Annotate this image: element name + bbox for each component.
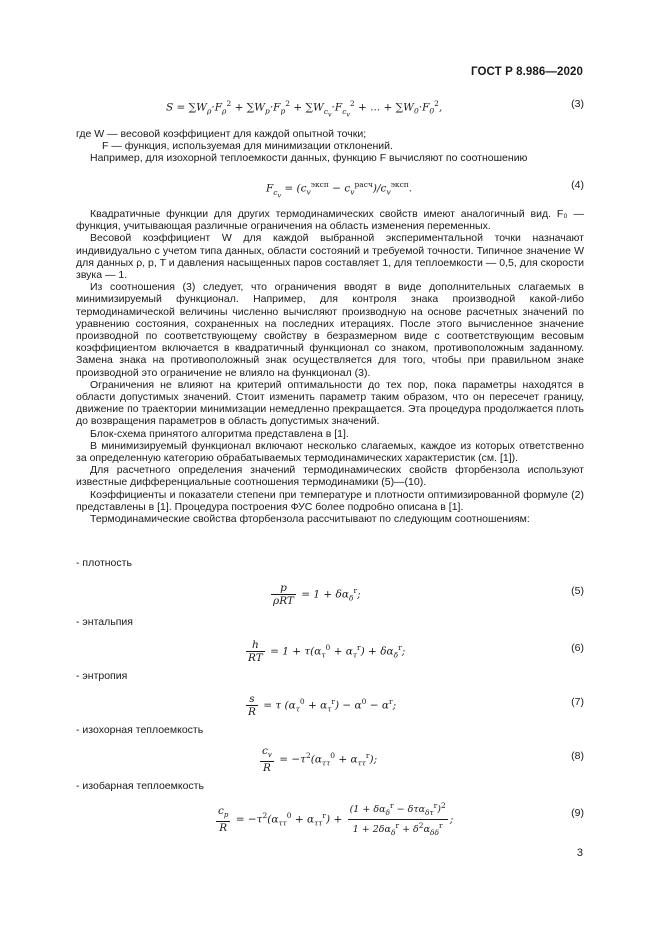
formula-8-expression: $\frac{c_v}{R}$ = $-\tau^2(\alpha_{\tau\tau}^0 + \alpha_{\tau\tau}^r)$; [262, 744, 378, 775]
formula-6-number: (6) [571, 642, 584, 654]
formula-3-expression: $S = \sum W_\rho\cdot F_\rho^2 + \sum W_p\cdot F_p^2 + \sum W_{c_v}\cdot F_{c_v}^2$ + ... + $\sum W_0\cdot F_0^2$, [166, 99, 443, 119]
paragraph-example-cv: Например, для изохорной теплоемкости данных, функцию F вычисляют по соотношению [90, 152, 528, 165]
formula-6-expression: $\frac{h}{RT}$ = $1 + \tau(\alpha_\tau^0 + \alpha_\tau^r) + \delta\alpha_\delta^r$; [248, 639, 406, 664]
text-block-2 [76, 208, 584, 525]
paragraph-f-function: F — функция, используемая для минимизации отклонений. [102, 140, 393, 153]
formula-3-number: (3) [571, 98, 584, 110]
formula-8 [76, 743, 584, 775]
label-isobaric: - изобарная теплоемкость [76, 780, 204, 792]
paragraph-optimality: Ограничения не влияют на критерий оптимальности до тех пор, пока параметры находятся в области допустимых значений. Стоит изменить параметр таким образом, что он пересечет границу, движение по траектории минимизации немедленно прекращается. Эта процедура продолжается плоть до возвращения параметров в область допустимых значений. [76, 378, 584, 428]
formula-5-expression: $\frac{p}{\text{ρRT}}$ = $1 + \delta\alpha_\delta^r$; [273, 582, 361, 607]
page-number: 3 [576, 847, 583, 859]
paragraph-properties-intro: Термодинамические свойства фторбензола рассчитывают по следующим соотношениям: [90, 513, 530, 526]
paragraph-differential-relations: Для расчетного определения значений термодинамических свойств фторбензола используют известные дифференциальные соотношения термодинамики (5)—(10). [76, 464, 584, 489]
formula-7-number: (7) [571, 696, 584, 708]
formula-6 [76, 635, 584, 664]
paragraph-quadratic-functions: Квадратичные функции для других термодинамических свойств имеют аналогичный вид. F₀ — функция, учитывающая различные ограничения на область изменения переменных. [76, 208, 584, 233]
formula-9-number: (9) [571, 807, 584, 819]
paragraph-functional-terms: В минимизируемый функционал включают несколько слагаемых, каждое из которых ответственно за определенную категорию обрабатываемых термодинамических характеристик (см. [1]). [76, 439, 584, 465]
formula-4-number: (4) [571, 179, 584, 191]
formula-9-expression: $\frac{c_p}{R}$ = $-\tau^2(\alpha_{\tau\tau}^0 + \alpha_{\tau\tau}^r)$ + $\frac{(1 + \delta\alpha_\delta^r - \delta\tau\alpha_{\delta\tau}^r)^2}{1 + 2\delta\alpha_\delta^r + \delta^2\alpha_{\delta\delta}^r}$ ; [218, 801, 454, 838]
document-code: ГОСТ Р 8.986—2020 [471, 66, 583, 78]
label-density: - плотность [76, 557, 132, 569]
formula-5-number: (5) [571, 585, 584, 597]
formula-4 [76, 172, 584, 198]
formula-7 [76, 689, 584, 718]
paragraph-flowchart: Блок-схема принятого алгоритма представлена в [1]. [90, 427, 349, 440]
paragraph-weight-coefficient: Весовой коэффициент W для каждой выбранной экспериментальной точки назначают индивидуально с учетом типа данных, области состояний и требуемой точности. Типичное значение W для данных ρ, p, T и давления насыщенных паров составляет 1, для теплоемкости — 0,5, для скорости звука — 1. [76, 232, 584, 282]
label-isochoric: - изохорная теплоемкость [76, 724, 204, 736]
paragraph-coefficients: Коэффициенты и показатели степени при температуре и плотности оптимизированной формуле (2) представлены в [1]. Процедура построения ФУС более подробно описана в [1]. [76, 488, 584, 513]
label-entropy: - энтропия [76, 670, 128, 682]
text-block-1 [76, 128, 584, 165]
formula-4-expression: $F_{c_v} = (c_v^{эксп} - c_v^{расч})/c_v^{эксп}$. [266, 180, 413, 200]
label-enthalpy: - энтальпия [76, 616, 133, 628]
formula-3 [76, 91, 584, 117]
formula-7-expression: $\frac{s}{R}$ = τ $(\alpha_\tau^0 + \alpha_\tau^r) - \alpha^0 - \alpha^r$; [248, 693, 397, 718]
formula-9 [76, 800, 584, 838]
paragraph-constraints: Из соотношения (3) следует, что ограничения вводят в виде дополнительных слагаемых в минимизируемый функционал. Например, для контроля знака производной какой-либо термодинамической величины численно вычисляют производную на основе расчетных значений по уравнению состояния, сохраненных на последних итерациях. После этого вычисленное значение производной по соответствующему свойству в безразмерном виде с соответствующим весовым коэффициентом включается в квадратичный функционал со знаком, противоположным заданному. Замена знака на противоположный знак осуществляется для того, чтобы при правильном знаке производной это ограничение не влияло на функционал (3). [76, 281, 584, 379]
formula-5 [76, 578, 584, 607]
paragraph-where-w: где W — весовой коэффициент для каждой опытной точки; [76, 128, 367, 140]
formula-8-number: (8) [571, 750, 584, 762]
